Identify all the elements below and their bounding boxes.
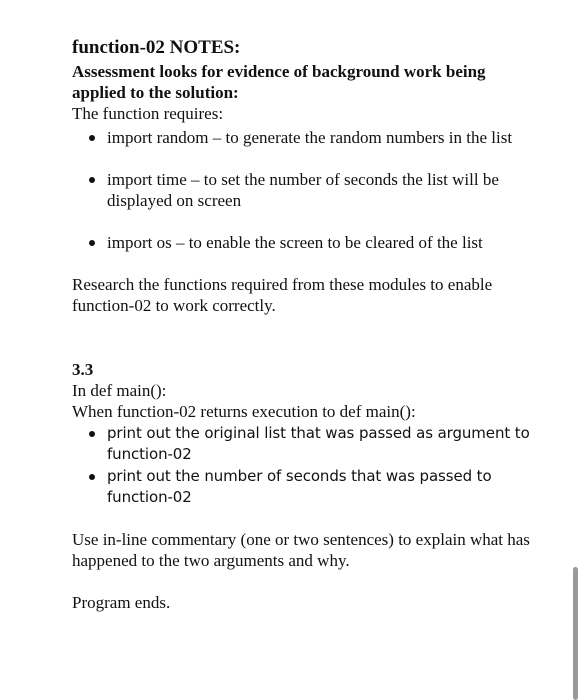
imports-list [72, 127, 542, 253]
list-item: import random – to generate the random numbers in the list [72, 127, 542, 148]
notes-title: function-02 NOTES: [72, 37, 241, 58]
steps-list [72, 423, 542, 508]
when-returns-label: When function-02 returns execution to def main(): [72, 402, 416, 421]
program-ends: Program ends. [72, 593, 171, 612]
assessment-note: Assessment looks for evidence of background work being applied to the solution: [72, 62, 486, 102]
commentary-paragraph: Use in-line commentary (one or two sentences) to explain what has happened to the two arguments and why. [72, 530, 530, 570]
requires-label: The function requires: [72, 104, 224, 123]
list-item: print out the number of seconds that was passed to function-02 [72, 466, 542, 508]
list-item: import time – to set the number of seconds the list will be displayed on screen [72, 169, 542, 211]
list-item: import os – to enable the screen to be cleared of the list [72, 232, 542, 253]
in-main-label: In def main(): [72, 381, 167, 400]
scrollbar[interactable] [573, 567, 578, 700]
research-paragraph: Research the functions required from these modules to enable function-02 to work correctly. [72, 275, 493, 315]
document-page [72, 37, 542, 613]
list-item: print out the original list that was passed as argument to function-02 [72, 423, 542, 465]
section-number: 3.3 [72, 360, 94, 379]
